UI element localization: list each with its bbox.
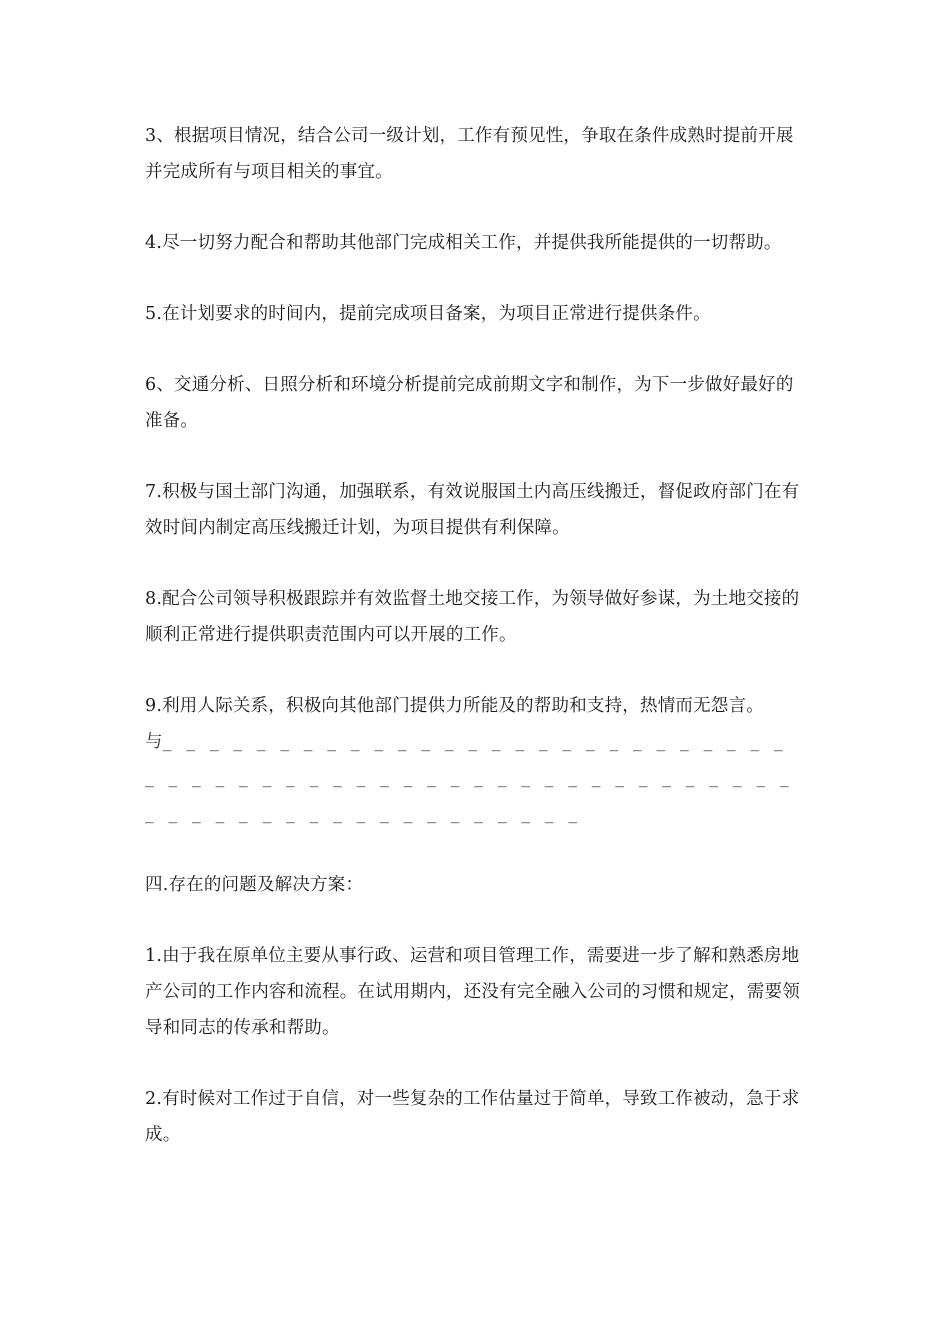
paragraph-5: 5.在计划要求的时间内，提前完成项目备案，为项目正常进行提供条件。 [145, 304, 711, 324]
paragraph-9 [145, 688, 810, 832]
paragraph-9-text: 9.利用人际关系，积极向其他部门提供力所能及的帮助和支持，热情而无怨言。 [145, 696, 764, 716]
paragraph-3: 3、根据项目情况，结合公司一级计划，工作有预见性，争取在条件成熟时提前开展并完成所有与项目相关的事宜。 [145, 126, 794, 182]
paragraph-8: 8.配合公司领导积极跟踪并有效监督土地交接工作，为领导做好参谋，为土地交接的顺利正常进行提供职责范围内可以开展的工作。 [145, 589, 800, 645]
dash-line: _ _ _ _ _ _ _ _ _ _ _ _ _ _ _ _ _ _ _ _ _ _ _ _ _ _ _ _ _ _ _ _ _ _ _ _ _ _ _ _ _ _ _ _ _ _ _ _ _ _ _ _ _ _ _ _ _ _ _ _ _ _ _ _ _ _ _ _ _ _ _ _ _ _ [145, 732, 794, 824]
truncated-prefix: 与 [145, 732, 163, 752]
paragraph-4: 4.尽一切努力配合和帮助其他部门完成相关工作，并提供我所能提供的一切帮助。 [145, 233, 782, 253]
document-body [145, 118, 810, 1188]
truncated-line [145, 724, 810, 832]
problem-2: 2.有时候对工作过于自信，对一些复杂的工作估量过于简单，导致工作被动，急于求成。 [145, 1089, 800, 1145]
problem-1: 1.由于我在原单位主要从事行政、运营和项目管理工作，需要进一步了解和熟悉房地产公司的工作内容和流程。在试用期内，还没有完全融入公司的习惯和规定，需要领导和同志的传承和帮助。 [145, 946, 800, 1038]
paragraph-7: 7.积极与国土部门沟通，加强联系，有效说服国土内高压线搬迁，督促政府部门在有效时间内制定高压线搬迁计划，为项目提供有利保障。 [145, 482, 800, 538]
section-heading: 四.存在的问题及解决方案： [145, 875, 364, 895]
paragraph-6: 6、交通分析、日照分析和环境分析提前完成前期文字和制作，为下一步做好最好的准备。 [145, 375, 794, 431]
